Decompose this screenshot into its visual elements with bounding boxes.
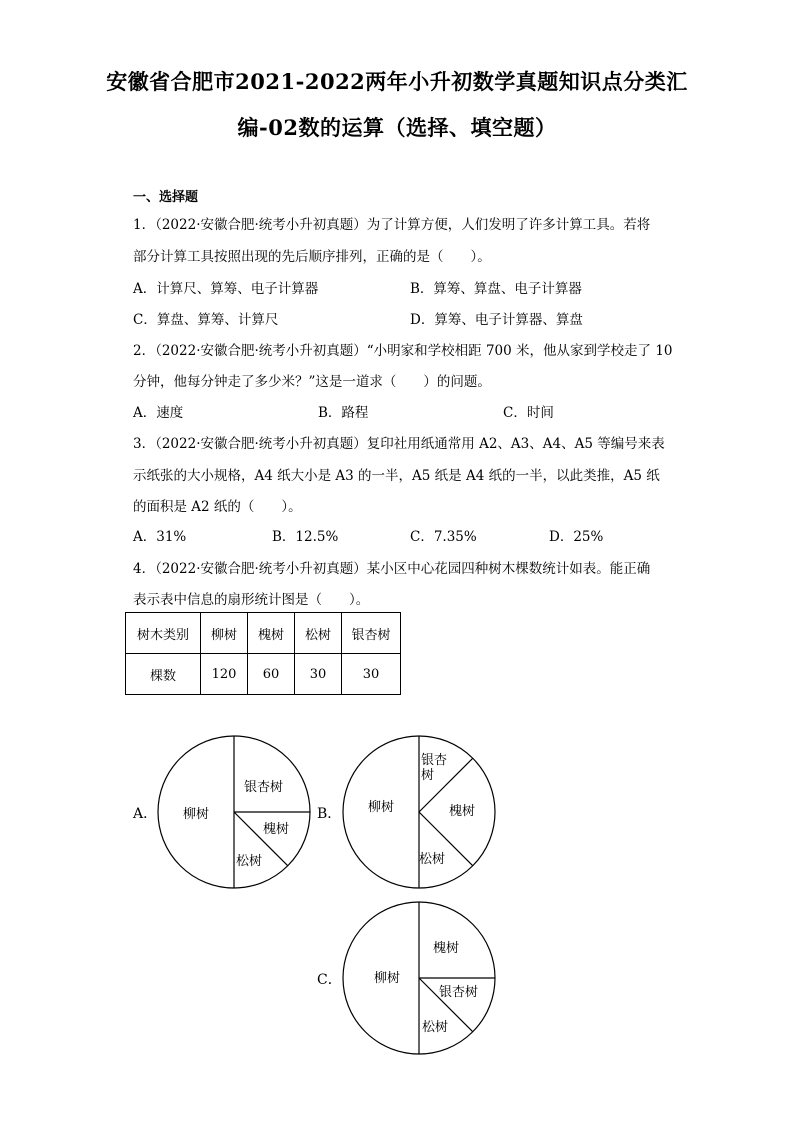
q1-option-b[interactable]: B．算筹、算盘、电子计算器	[410, 281, 582, 297]
table-header-cell: 树木类别	[126, 613, 201, 654]
q4-text-line-1: 4．（2022·安徽合肥·统考小升初真题）某小区中心花园四种树木棵数统计如表。能正确	[133, 561, 651, 577]
tree-count-table	[125, 612, 401, 695]
table-row	[126, 654, 401, 695]
q1-text-line-2: 部分计算工具按照出现的先后顺序排列，正确的是（ ）。	[133, 249, 491, 265]
pie-chart-a[interactable]	[156, 734, 312, 890]
q1-option-c[interactable]: C．算盘、算筹、计算尺	[133, 312, 279, 328]
pie-b-option-label[interactable]: B．	[317, 806, 342, 822]
q2-text-line-1: 2．（2022·安徽合肥·统考小升初真题）“小明家和学校相距 700 米，他从家到学校走了 10	[133, 343, 673, 359]
pie-a-slice-label: 柳树	[183, 807, 210, 822]
q1-option-a[interactable]: A．计算尺、算筹、电子计算器	[133, 281, 319, 297]
pie-chart-c[interactable]	[341, 900, 497, 1056]
q3-text-line-1: 3．（2022·安徽合肥·统考小升初真题）复印社用纸通常用 A2、A3、A4、A5 等编号来表	[133, 436, 665, 452]
q3-option-a[interactable]: A．31%	[133, 529, 187, 545]
q3-option-c[interactable]: C．7.35%	[410, 529, 477, 545]
table-cell: 120	[201, 654, 248, 695]
document-title-line-2: 编-02数的运算（选择、填空题）	[237, 115, 557, 140]
q2-option-a[interactable]: A．速度	[133, 405, 184, 421]
document-title-line-1: 安徽省合肥市2021-2022两年小升初数学真题知识点分类汇	[106, 69, 688, 94]
table-header-cell: 银杏树	[342, 613, 401, 654]
pie-c-slice-label: 银杏树	[439, 985, 479, 1000]
q3-text-line-3: 的面积是 A2 纸的（ ）。	[133, 499, 302, 515]
table-cell: 60	[248, 654, 295, 695]
q2-text-line-2: 分钟，他每分钟走了多少米？”这是一道求（ ）的问题。	[133, 374, 491, 390]
pie-chart-b[interactable]	[341, 734, 497, 890]
table-row-label: 棵数	[126, 654, 201, 695]
pie-b-slice-label: 柳树	[368, 800, 395, 815]
q4-text-line-2: 表示表中信息的扇形统计图是（ ）。	[133, 592, 370, 608]
table-cell: 30	[295, 654, 342, 695]
q1-option-d[interactable]: D．算筹、电子计算器、算盘	[410, 312, 583, 328]
pie-a-slice-label: 松树	[236, 854, 263, 869]
q3-option-b[interactable]: B．12.5%	[272, 529, 339, 545]
pie-c-slice-label: 槐树	[433, 941, 460, 956]
pie-b-slice-label: 银杏	[421, 753, 448, 768]
pie-c-slice-label: 柳树	[374, 971, 401, 986]
table-cell: 30	[342, 654, 401, 695]
table-header-cell: 柳树	[201, 613, 248, 654]
table-header-cell: 槐树	[248, 613, 295, 654]
pie-a-slice-label: 银杏树	[244, 780, 284, 795]
table-header-cell: 松树	[295, 613, 342, 654]
pie-b-slice-label: 槐树	[449, 804, 476, 819]
q2-option-c[interactable]: C．时间	[503, 405, 554, 421]
pie-b-slice-label: 松树	[419, 852, 446, 867]
q3-option-d[interactable]: D．25%	[549, 529, 604, 545]
pie-c-slice-label: 松树	[422, 1020, 449, 1035]
q1-text-line-1: 1．（2022·安徽合肥·统考小升初真题）为了计算方便，人们发明了许多计算工具。若将	[133, 217, 651, 233]
pie-a-option-label[interactable]: A．	[133, 806, 158, 822]
pie-c-option-label[interactable]: C．	[317, 972, 342, 988]
section-heading: 一、选择题	[133, 190, 199, 205]
pie-b-slice-label: 树	[421, 768, 435, 783]
q3-text-line-2: 示纸张的大小规格，A4 纸大小是 A3 的一半，A5 纸是 A4 纸的一半，以此类推，A5 纸	[133, 468, 660, 484]
q2-option-b[interactable]: B．路程	[318, 405, 369, 421]
table-header-row	[126, 613, 401, 654]
pie-a-slice-label: 槐树	[263, 822, 290, 837]
